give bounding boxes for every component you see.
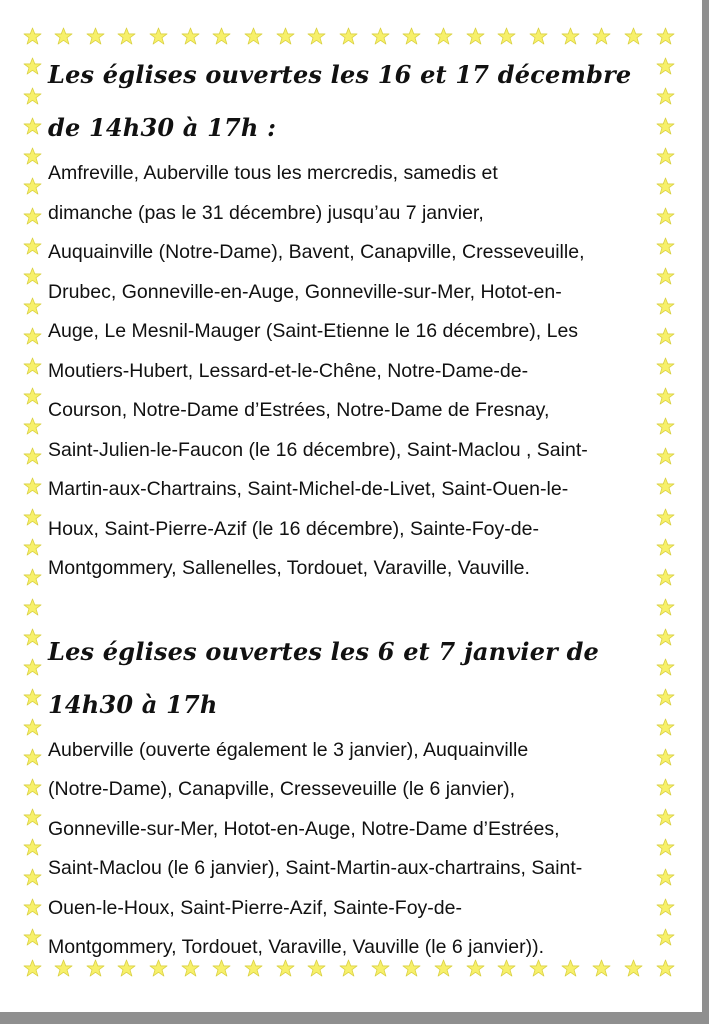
star-icon	[23, 748, 42, 767]
section-2-heading-line: Les églises ouvertes les 6 et 7 janvier de	[48, 636, 600, 666]
section-1-body-line: Martin-aux-Chartrains, Saint-Michel-de-Livet, Saint-Ouen-le-	[48, 478, 569, 500]
star-icon	[23, 868, 42, 887]
star-icon	[466, 27, 485, 46]
star-icon	[86, 27, 105, 46]
section-1-body-line: Montgommery, Sallenelles, Tordouet, Varaville, Vauville.	[48, 557, 530, 579]
page-shadow-right	[702, 0, 709, 1024]
section-2-body-line: Saint-Maclou (le 6 janvier), Saint-Martin-aux-chartrains, Saint-	[48, 857, 583, 879]
star-icon	[23, 147, 42, 166]
star-icon	[23, 237, 42, 256]
star-icon	[23, 27, 42, 46]
section-1-heading-line: de 14h30 à 17h :	[48, 113, 277, 142]
star-icon	[23, 688, 42, 707]
document-content	[48, 48, 660, 968]
star-icon	[244, 27, 263, 46]
star-icon	[23, 628, 42, 647]
star-icon	[561, 27, 580, 46]
section-1-heading-line: Les églises ouvertes les 16 et 17 décembre	[48, 60, 632, 89]
star-icon	[23, 477, 42, 496]
star-icon	[23, 808, 42, 827]
section-1-body-line: Auge, Le Mesnil-Mauger (Saint-Etienne le 16 décembre), Les	[48, 320, 579, 342]
page-shadow-bottom	[0, 1012, 709, 1024]
star-icon	[23, 357, 42, 376]
star-icon	[23, 297, 42, 316]
star-icon	[307, 27, 326, 46]
star-icon	[23, 778, 42, 797]
section-1-body-line: Saint-Julien-le-Faucon (le 16 décembre), Saint-Maclou , Saint-	[48, 438, 588, 461]
section-1-body-line: Houx, Saint-Pierre-Azif (le 16 décembre), Sainte-Foy-de-	[48, 517, 539, 540]
star-icon	[23, 447, 42, 466]
star-icon	[212, 27, 231, 46]
star-icon	[23, 57, 42, 76]
section-1-body-line: Courson, Notre-Dame d’Estrées, Notre-Dame de Fresnay,	[48, 399, 550, 421]
star-icon	[402, 27, 421, 46]
section-2-body	[48, 731, 660, 968]
section-2-body-line: (Notre-Dame), Canapville, Cresseveuille (le 6 janvier),	[48, 778, 516, 800]
star-icon	[592, 27, 611, 46]
star-icon	[23, 177, 42, 196]
section-1-body	[48, 154, 660, 589]
section-2-body-line: Gonneville-sur-Mer, Hotot-en-Auge, Notre-Dame d’Estrées,	[48, 817, 560, 840]
section-2-body-line: Ouen-le-Houx, Saint-Pierre-Azif, Sainte-Foy-de-	[48, 896, 462, 919]
star-icon	[529, 27, 548, 46]
section-2-body-line: Montgommery, Tordouet, Varaville, Vauville (le 6 janvier)).	[48, 936, 545, 958]
star-icon	[23, 508, 42, 527]
star-icon	[371, 27, 390, 46]
star-icon	[23, 267, 42, 286]
star-icon	[181, 27, 200, 46]
star-icon	[149, 27, 168, 46]
section-2-body-line: Auberville (ouverte également le 3 janvier), Auquainville	[48, 738, 529, 761]
star-icon	[23, 928, 42, 947]
star-icon	[624, 27, 643, 46]
star-icon	[23, 387, 42, 406]
section-1-body-line: Auquainville (Notre-Dame), Bavent, Canapville, Cresseveuille,	[48, 241, 585, 263]
star-icon	[23, 838, 42, 857]
star-icon	[434, 27, 453, 46]
star-icon	[656, 27, 675, 46]
section-1-body-line: Drubec, Gonneville-en-Auge, Gonneville-sur-Mer, Hotot-en-	[48, 280, 562, 303]
star-icon	[23, 207, 42, 226]
section-2-heading	[48, 625, 660, 731]
star-icon	[23, 117, 42, 136]
section-1-heading	[48, 48, 660, 154]
section-1-body-line: Amfreville, Auberville tous les mercredis, samedis et	[48, 162, 498, 184]
star-icon	[23, 658, 42, 677]
star-icon	[23, 598, 42, 617]
star-icon	[54, 27, 73, 46]
section-2-heading-line: 14h30 à 17h	[48, 689, 218, 719]
star-icon	[23, 327, 42, 346]
star-icon	[23, 568, 42, 587]
section-1-body-line: dimanche (pas le 31 décembre) jusqu’au 7 janvier,	[48, 201, 484, 224]
star-icon	[339, 27, 358, 46]
star-icon	[23, 718, 42, 737]
star-icon	[117, 27, 136, 46]
section-1-body-line: Moutiers-Hubert, Lessard-et-le-Chêne, Notre-Dame-de-	[48, 359, 529, 382]
star-icon	[23, 87, 42, 106]
star-icon	[23, 959, 42, 978]
star-icon	[23, 898, 42, 917]
star-icon	[23, 417, 42, 436]
star-icon	[497, 27, 516, 46]
star-icon	[276, 27, 295, 46]
star-icon	[23, 538, 42, 557]
